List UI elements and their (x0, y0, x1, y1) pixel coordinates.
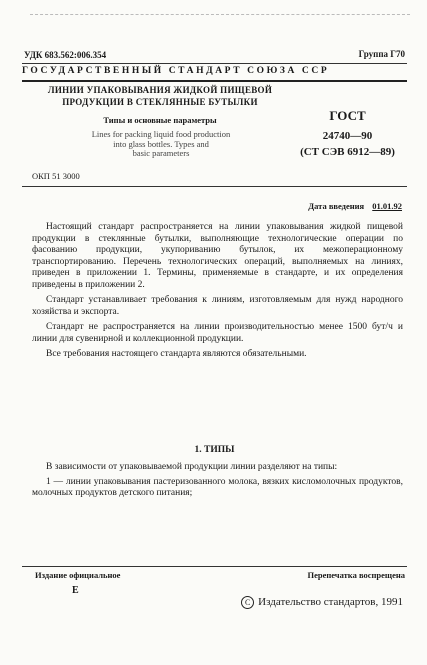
title-line-1: ЛИНИИ УПАКОВЫВАНИЯ ЖИДКОЙ ПИЩЕВОЙ (47, 85, 273, 95)
introduction-date (308, 201, 402, 211)
document-subtitle: Типы и основные параметры (103, 115, 217, 125)
date-label: Дата введения (308, 201, 365, 211)
paragraph: Настоящий стандарт распространяется на линии упаковывания жидкой пищевой продукции в стеклянные бутылки, выполняющие технологические операции по фасованию продукции, укупориванию бутылок, их межоперационному транспортированию. Перечень технологических операций, выполняемых на линиях, приведен в приложении 1. Термины, применяемые в стандарте, и их определения приведены в приложении 2. (32, 222, 403, 290)
english-line-1: Lines for packing liquid food production (91, 129, 231, 139)
okp-code: ОКП 51 3000 (32, 171, 80, 181)
english-line-2: into glass bottles. Types and (113, 138, 209, 149)
gost-block (280, 108, 415, 158)
okp-rule (22, 186, 407, 187)
paragraph: Стандарт устанавливает требования к линиям, изготовляемым для нужд народного хозяйства и экспорта. (32, 295, 403, 317)
top-rule (22, 63, 407, 64)
paragraph: В зависимости от упаковываемой продукции линии разделяют на типы: (46, 462, 338, 472)
english-line-3: basic parameters (132, 148, 190, 158)
standard-heading: ГОСУДАРСТВЕННЫЙ СТАНДАРТ СОЮЗА ССР (22, 66, 330, 76)
paragraph: 1 — линии упаковывания пастеризованного молока, вязких кисломолочных продуктов, молочных продуктов детского питания; (32, 476, 403, 498)
gost-number: 24740—90 (322, 130, 373, 142)
publisher-line (241, 596, 403, 609)
heading-rule (22, 80, 407, 82)
gost-label: ГОСТ (329, 108, 366, 123)
udk-code: УДК 683.562:006.354 (24, 50, 107, 60)
date-value: 01.01.92 (372, 201, 402, 211)
title-line-2: ПРОДУКЦИИ В СТЕКЛЯННЫЕ БУТЫЛКИ (62, 97, 258, 107)
paragraph: Стандарт не распространяется на линии производительностью менее 1500 бут/ч и линии для сувенирной и коллекционной продукции. (32, 322, 403, 344)
paragraph: Все требования настоящего стандарта являются обязательными. (46, 349, 307, 359)
group-code: Группа Г70 (358, 49, 405, 59)
copyright-icon: C (241, 596, 254, 609)
section-text (32, 462, 403, 503)
reprint-prohibited-note: Перепечатка воспрещена (307, 570, 405, 580)
section-heading: 1. ТИПЫ (194, 445, 235, 455)
document-title (40, 84, 280, 108)
st-sev-number: (СТ СЭВ 6912—89) (300, 146, 395, 158)
footer-rule (22, 566, 407, 567)
edition-letter: E (72, 585, 79, 596)
intro-text (32, 222, 403, 365)
official-edition-note: Издание официальное (35, 570, 121, 580)
scan-artifact-line (30, 14, 410, 15)
publisher-text: Издательство стандартов, 1991 (258, 596, 403, 608)
english-title (55, 130, 267, 159)
